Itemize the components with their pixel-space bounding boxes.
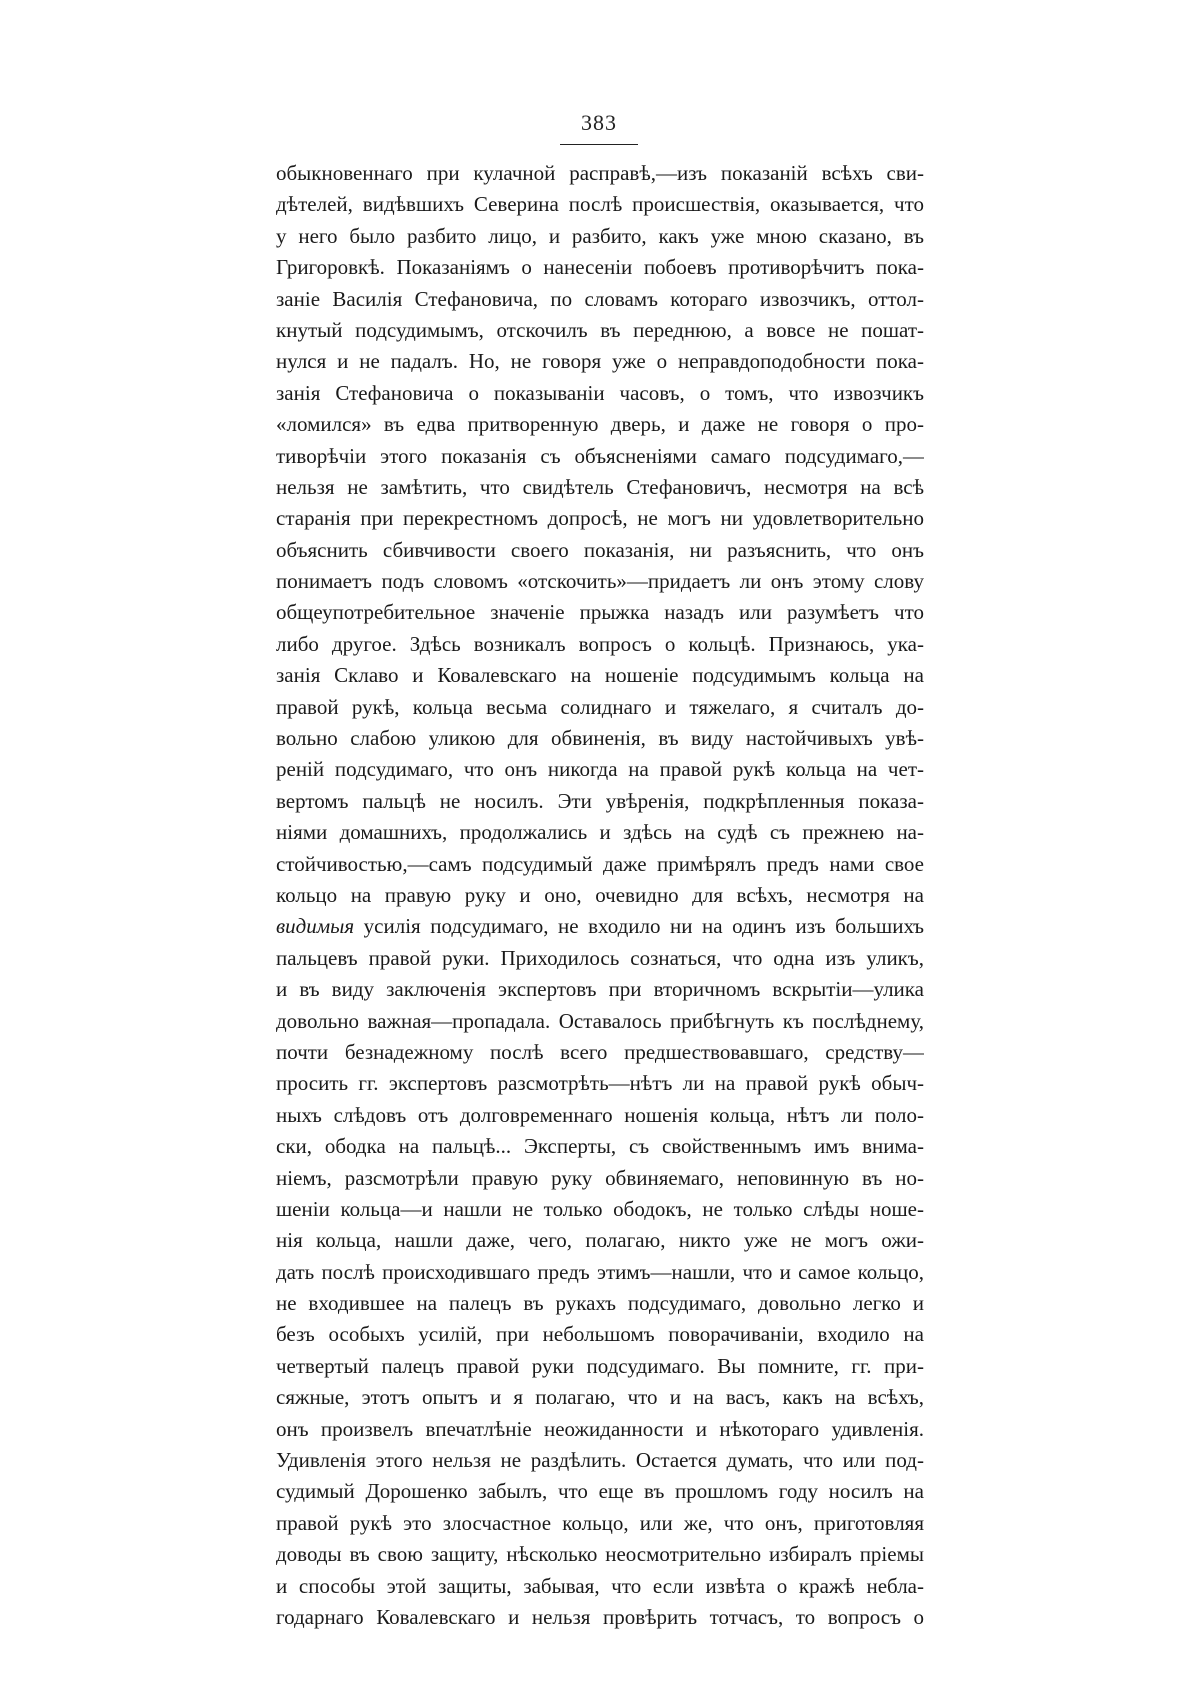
text-line: довольно важная—пропадала. Оставалось прибѣгнуть къ послѣднему, [276,1008,924,1033]
text-line: правой рукѣ это злосчастное кольцо, или же, что онъ, приготовляя [276,1510,924,1535]
text-line: обыкновеннаго при кулачной расправѣ,—изъ показаній всѣхъ сви- [276,161,924,185]
text-line: и способы этой защиты, забывая, что если извѣта о кражѣ небла- [276,1573,924,1598]
text-line: Григоровкѣ. Показаніямъ о нанесеніи побоевъ противорѣчитъ пока- [276,255,924,280]
text-line: нія кольца, нашли даже, чего, полагаю, никто уже не могъ ожи- [276,1228,924,1253]
text-line: либо другое. Здѣсь возникалъ вопросъ о кольцѣ. Признаюсь, ука- [276,631,924,656]
text-line: понимаетъ подъ словомъ «отскочить»—придаетъ ли онъ этому слову [276,569,924,594]
text-line: нельзя не замѣтить, что свидѣтель Стефановичъ, несмотря на всѣ [276,474,924,499]
text-line: занія Склаво и Ковалевскаго на ношеніе подсудимымъ кольца на [276,663,924,688]
text-line-rest: усилія подсудимаго, не входило ни на одинъ изъ большихъ [363,914,924,939]
text-line: ніемъ, разсмотрѣли правую руку обвиняемаго, неповинную въ но- [276,1165,924,1190]
text-line: тиворѣчіи этого показанія съ объясненіями самаго подсудимаго,— [276,443,924,468]
text-line: правой рукѣ, кольца весьма солиднаго и тяжелаго, я считалъ до- [276,694,924,719]
text-line: пальцевъ правой руки. Приходилось сознаться, что одна изъ уликъ, [276,945,924,970]
text-line: у него было разбито лицо, и разбито, какъ уже мною сказано, въ [276,223,924,248]
text-line: ски, ободка на пальцѣ... Эксперты, съ свойственнымъ имъ внима- [276,1134,924,1159]
page-number: 383 [581,110,617,135]
text-line-with-italic [276,911,924,942]
text-line: «ломился» въ едва притворенную дверь, и даже не говоря о про- [276,412,924,437]
text-line: онъ произвелъ впечатлѣніе неожиданности и нѣкотораго удивленія. [276,1416,924,1441]
text-line: почти безнадежному послѣ всего предшествовавшаго, средству— [276,1039,924,1064]
text-line: и въ виду заключенія экспертовъ при вторичномъ вскрытіи—улика [276,977,924,1002]
text-line: нулся и не падалъ. Но, не говоря уже о неправдоподобности пока- [276,349,924,374]
text-line: безъ особыхъ усилій, при небольшомъ поворачиваніи, входило на [276,1322,924,1347]
text-line: кнутый подсудимымъ, отскочилъ въ переднюю, а вовсе не пошат- [276,317,924,342]
text-line: годарнаго Ковалевскаго и нельзя провѣрить тотчасъ, то вопросъ о [276,1604,924,1629]
text-line: шеніи кольца—и нашли не только ободокъ, не только слѣды ноше- [276,1196,924,1221]
text-line: ніями домашнихъ, продолжались и здѣсь на судѣ съ прежнею на- [276,820,924,845]
text-line: реній подсудимаго, что онъ никогда на правой рукѣ кольца на чет- [276,757,924,782]
text-line: Удивленія этого нельзя не раздѣлить. Остается думать, что или под- [276,1448,924,1473]
text-line: дѣтелей, видѣвшихъ Северина послѣ происшествія, оказывается, что [276,192,924,217]
text-line: заніе Василія Стефановича, по словамъ котораго извозчикъ, оттол- [276,286,924,311]
page-number-rule [560,144,638,145]
text-line: общеупотребительное значеніе прыжка назадъ или разумѣетъ что [276,600,924,625]
italic-word: видимыя [276,914,355,939]
text-line: не входившее на палецъ въ рукахъ подсудимаго, довольно легко и [276,1291,924,1316]
text-line: дать послѣ происходившаго предъ этимъ—нашли, что и самое кольцо, [276,1259,924,1284]
body-text [276,158,924,1633]
text-line: просить гг. экспертовъ разсмотрѣть—нѣтъ ли на правой рукѣ обыч- [276,1071,924,1096]
text-line: стойчивостью,—самъ подсудимый даже примѣрялъ предъ нами свое [276,851,924,876]
text-line: старанія при перекрестномъ допросѣ, не могъ ни удовлетворительно [276,506,924,531]
text-line: четвертый палецъ правой руки подсудимаго. Вы помните, гг. при- [276,1353,924,1378]
text-line: судимый Дорошенко забылъ, что еще въ прошломъ году носилъ на [276,1479,924,1504]
text-line: объяснить сбивчивости своего показанія, ни разъяснить, что онъ [276,537,924,562]
text-line: ныхъ слѣдовъ отъ долговременнаго ношенія кольца, нѣтъ ли поло- [276,1102,924,1127]
text-line: вертомъ пальцѣ не носилъ. Эти увѣренія, подкрѣпленныя показа- [276,788,924,813]
text-line: вольно слабою уликою для обвиненія, въ виду настойчивыхъ увѣ- [276,726,924,751]
text-line: занія Стефановича о показываніи часовъ, о томъ, что извозчикъ [276,380,924,405]
text-line: сяжные, этотъ опытъ и я полагаю, что и на васъ, какъ на всѣхъ, [276,1385,924,1410]
text-line: доводы въ свою защиту, нѣсколько неосмотрительно избиралъ пріемы [276,1542,924,1567]
text-line: кольцо на правую руку и оно, очевидно для всѣхъ, несмотря на [276,882,924,907]
